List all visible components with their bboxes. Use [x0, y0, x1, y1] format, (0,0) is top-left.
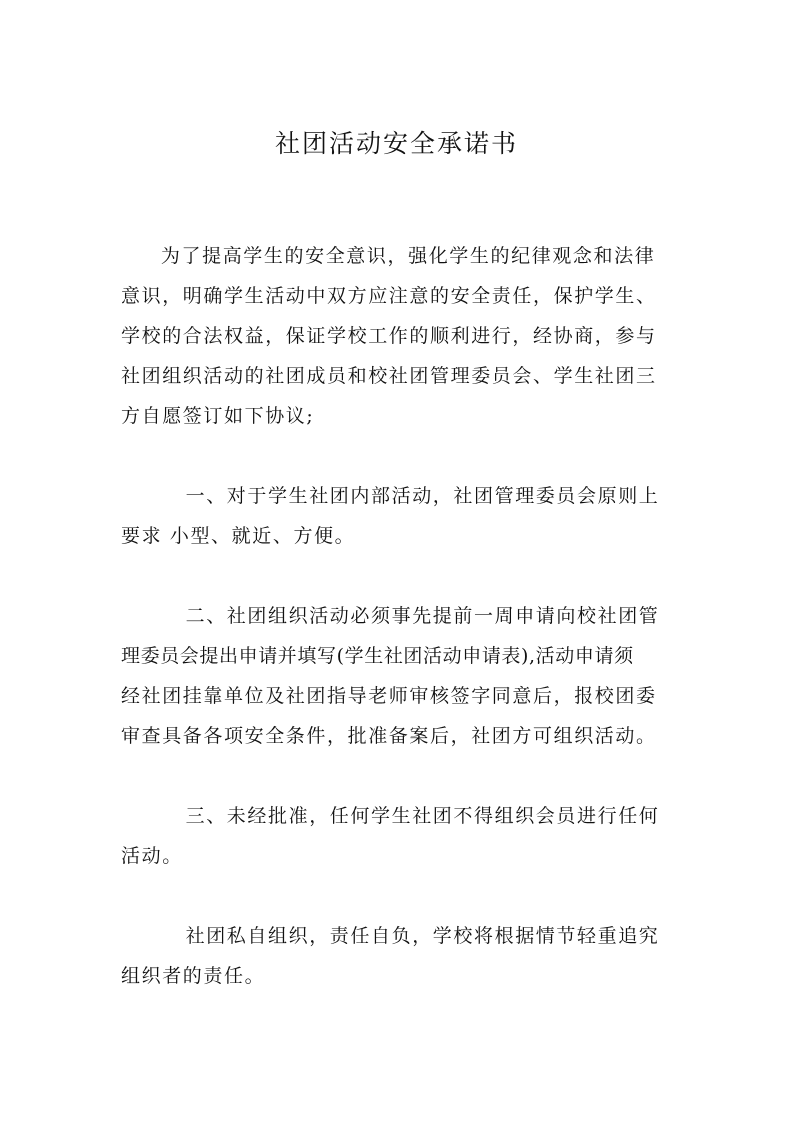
intro-line: 意识，明确学生活动中双方应注意的安全责任，保护学生、	[121, 285, 657, 307]
document-body	[121, 236, 675, 996]
clause-line: 经社团挂靠单位及社团指导老师审核签字同意后，报校团委	[121, 685, 657, 707]
clause-3-paragraph	[121, 796, 675, 876]
clause-line: 组织者的责任。	[121, 965, 266, 987]
paragraph-gap	[121, 876, 675, 916]
clause-4-paragraph	[121, 916, 675, 996]
clause-line: 一、对于学生社团内部活动，社团管理委员会原则上	[185, 485, 660, 507]
intro-line: 学校的合法权益，保证学校工作的顺利进行，经协商，参与	[121, 325, 657, 347]
document-title: 社团活动安全承诺书	[274, 129, 518, 158]
clause-line: 三、未经批准，任何学生社团不得组织会员进行任何	[185, 805, 660, 827]
clause-2-paragraph	[121, 596, 675, 756]
intro-line: 社团组织活动的社团成员和校社团管理委员会、学生社团三	[121, 365, 657, 387]
paragraph-gap	[121, 436, 675, 476]
clause-line: 审查具备各项安全条件，批准备案后，社团方可组织活动。	[121, 725, 657, 747]
intro-line: 为了提高学生的安全意识，强化学生的纪律观念和法律	[160, 245, 656, 267]
clause-line: 社团私自组织，责任自负，学校将根据情节轻重追究	[185, 925, 660, 947]
paragraph-gap	[121, 556, 675, 596]
clause-line: 理委员会提出申请并填写(学生社团活动申请表),活动申请须	[121, 645, 634, 667]
clause-1-paragraph	[121, 476, 675, 556]
paragraph-gap	[121, 756, 675, 796]
intro-paragraph	[121, 236, 675, 436]
clause-line: 二、社团组织活动必须事先提前一周申请向校社团管	[185, 605, 660, 627]
clause-line: 要求 小型、就近、方便。	[121, 525, 356, 547]
intro-line: 方自愿签订如下协议;	[121, 405, 315, 427]
clause-line: 活动。	[121, 845, 183, 867]
